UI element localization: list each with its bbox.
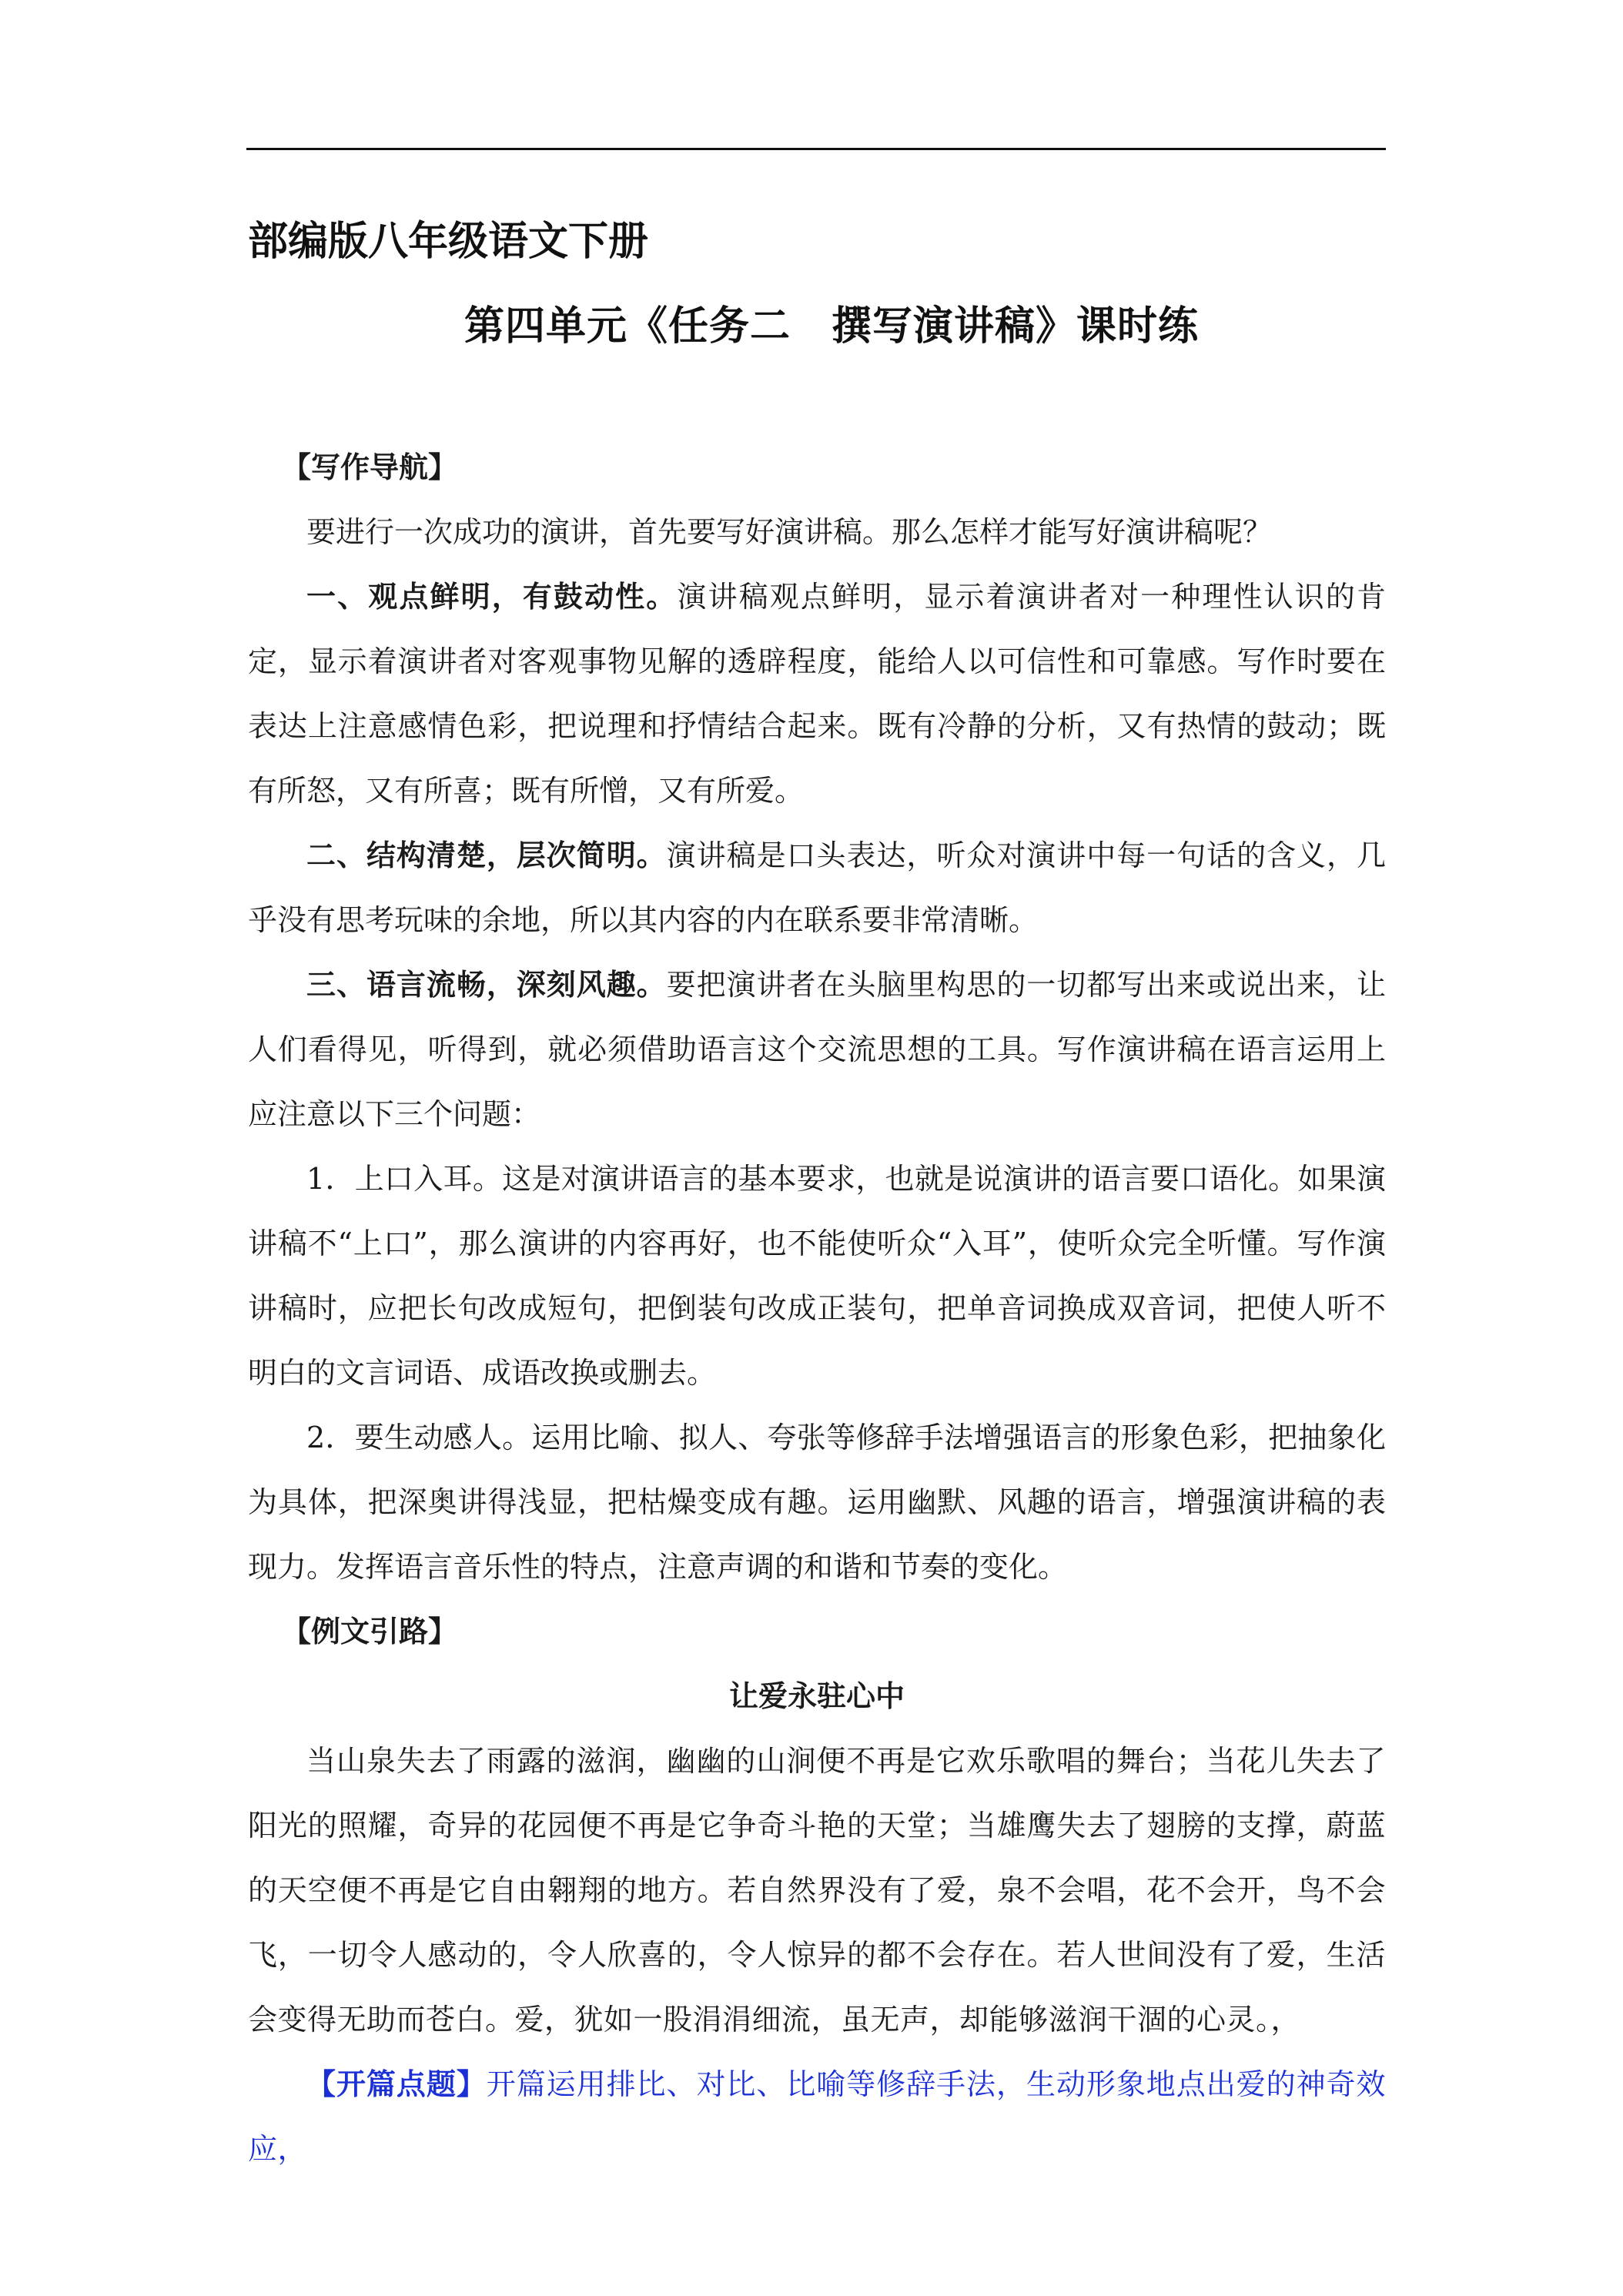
document-title: 部编版八年级语文下册 — [248, 219, 649, 265]
point-1-label: 一、观点鲜明，有鼓动性。 — [306, 580, 678, 614]
document-subtitle: 第四单元《任务二 撰写演讲稿》课时练 — [464, 303, 1200, 350]
guide-subpoint-2: 2．要生动感人。运用比喻、拟人、夸张等修辞手法增强语言的形象色彩，把抽象化为具体，把深奥讲得浅显，把枯燥变成有趣。运用幽默、风趣的语言，增强演讲稿的表现力。发挥语言音乐性的特点，注意声调的和谐和节奏的变化。 — [248, 1421, 1386, 1584]
header-rule — [246, 148, 1386, 150]
section-heading-example: 【例文引路】 — [282, 1615, 458, 1648]
essay-annotation — [248, 2052, 1386, 2181]
essay-paragraph-1: 当山泉失去了雨露的滋润，幽幽的山涧便不再是它欢乐歌唱的舞台；当花儿失去了阳光的照耀，奇异的花园便不再是它争奇斗艳的天堂；当雄鹰失去了翅膀的支撑，蔚蓝的天空便不再是它自由翱翔的地方。若自然界没有了爱，泉不会唱，花不会开，鸟不会飞，一切令人感动的，令人欣喜的，令人惊异的都不会存在。若人世间没有了爱，生活会变得无助而苍白。爱，犹如一股涓涓细流，虽无声，却能够滋润干涸的心灵。， — [248, 1744, 1386, 2037]
point-2-label: 二、结构清楚，层次简明。 — [306, 838, 667, 872]
point-2-text: 演讲稿是口头表达，听众对演讲中每一句话的含义，几乎没有思考玩味的余地，所以其内容的内在联系要非常清晰。 — [248, 838, 1386, 937]
guide-intro: 要进行一次成功的演讲，首先要写好演讲稿。那么怎样才能写好演讲稿呢？ — [306, 515, 1273, 549]
guide-point-2 — [248, 823, 1386, 952]
guide-subpoint-1: 1．上口入耳。这是对演讲语言的基本要求，也就是说演讲的语言要口语化。如果演讲稿不“上口”，那么演讲的内容再好，也不能使听众“入耳”，使听众完全听懂。写作演讲稿时，应把长句改成短句，把倒装句改成正装句，把单音词换成双音词，把使人听不明白的文言词语、成语改换或删去。 — [248, 1162, 1386, 1390]
guide-point-1 — [248, 564, 1386, 823]
document-body — [248, 435, 1386, 2181]
point-3-text: 要把演讲者在头脑里构思的一切都写出来或说出来，让人们看得见，听得到，就必须借助语言这个交流思想的工具。写作演讲稿在语言运用上应注意以下三个问题： — [248, 968, 1386, 1131]
essay-title: 让爱永驻心中 — [728, 1679, 905, 1713]
section-heading-writing-guide: 【写作导航】 — [282, 450, 458, 484]
annotation-text: 开篇运用排比、对比、比喻等修辞手法，生动形象地点出爱的神奇效应， — [248, 2067, 1386, 2166]
guide-point-3 — [248, 952, 1386, 1146]
annotation-label: 【开篇点题】 — [306, 2067, 487, 2101]
point-3-label: 三、语言流畅，深刻风趣。 — [306, 968, 667, 1002]
point-1-text: 演讲稿观点鲜明，显示着演讲者对一种理性认识的肯定，显示着演讲者对客观事物见解的透辟程度，能给人以可信性和可靠感。写作时要在表达上注意感情色彩，把说理和抒情结合起来。既有冷静的分析，又有热情的鼓动；既有所怒，又有所喜；既有所憎，又有所爱。 — [248, 580, 1386, 808]
